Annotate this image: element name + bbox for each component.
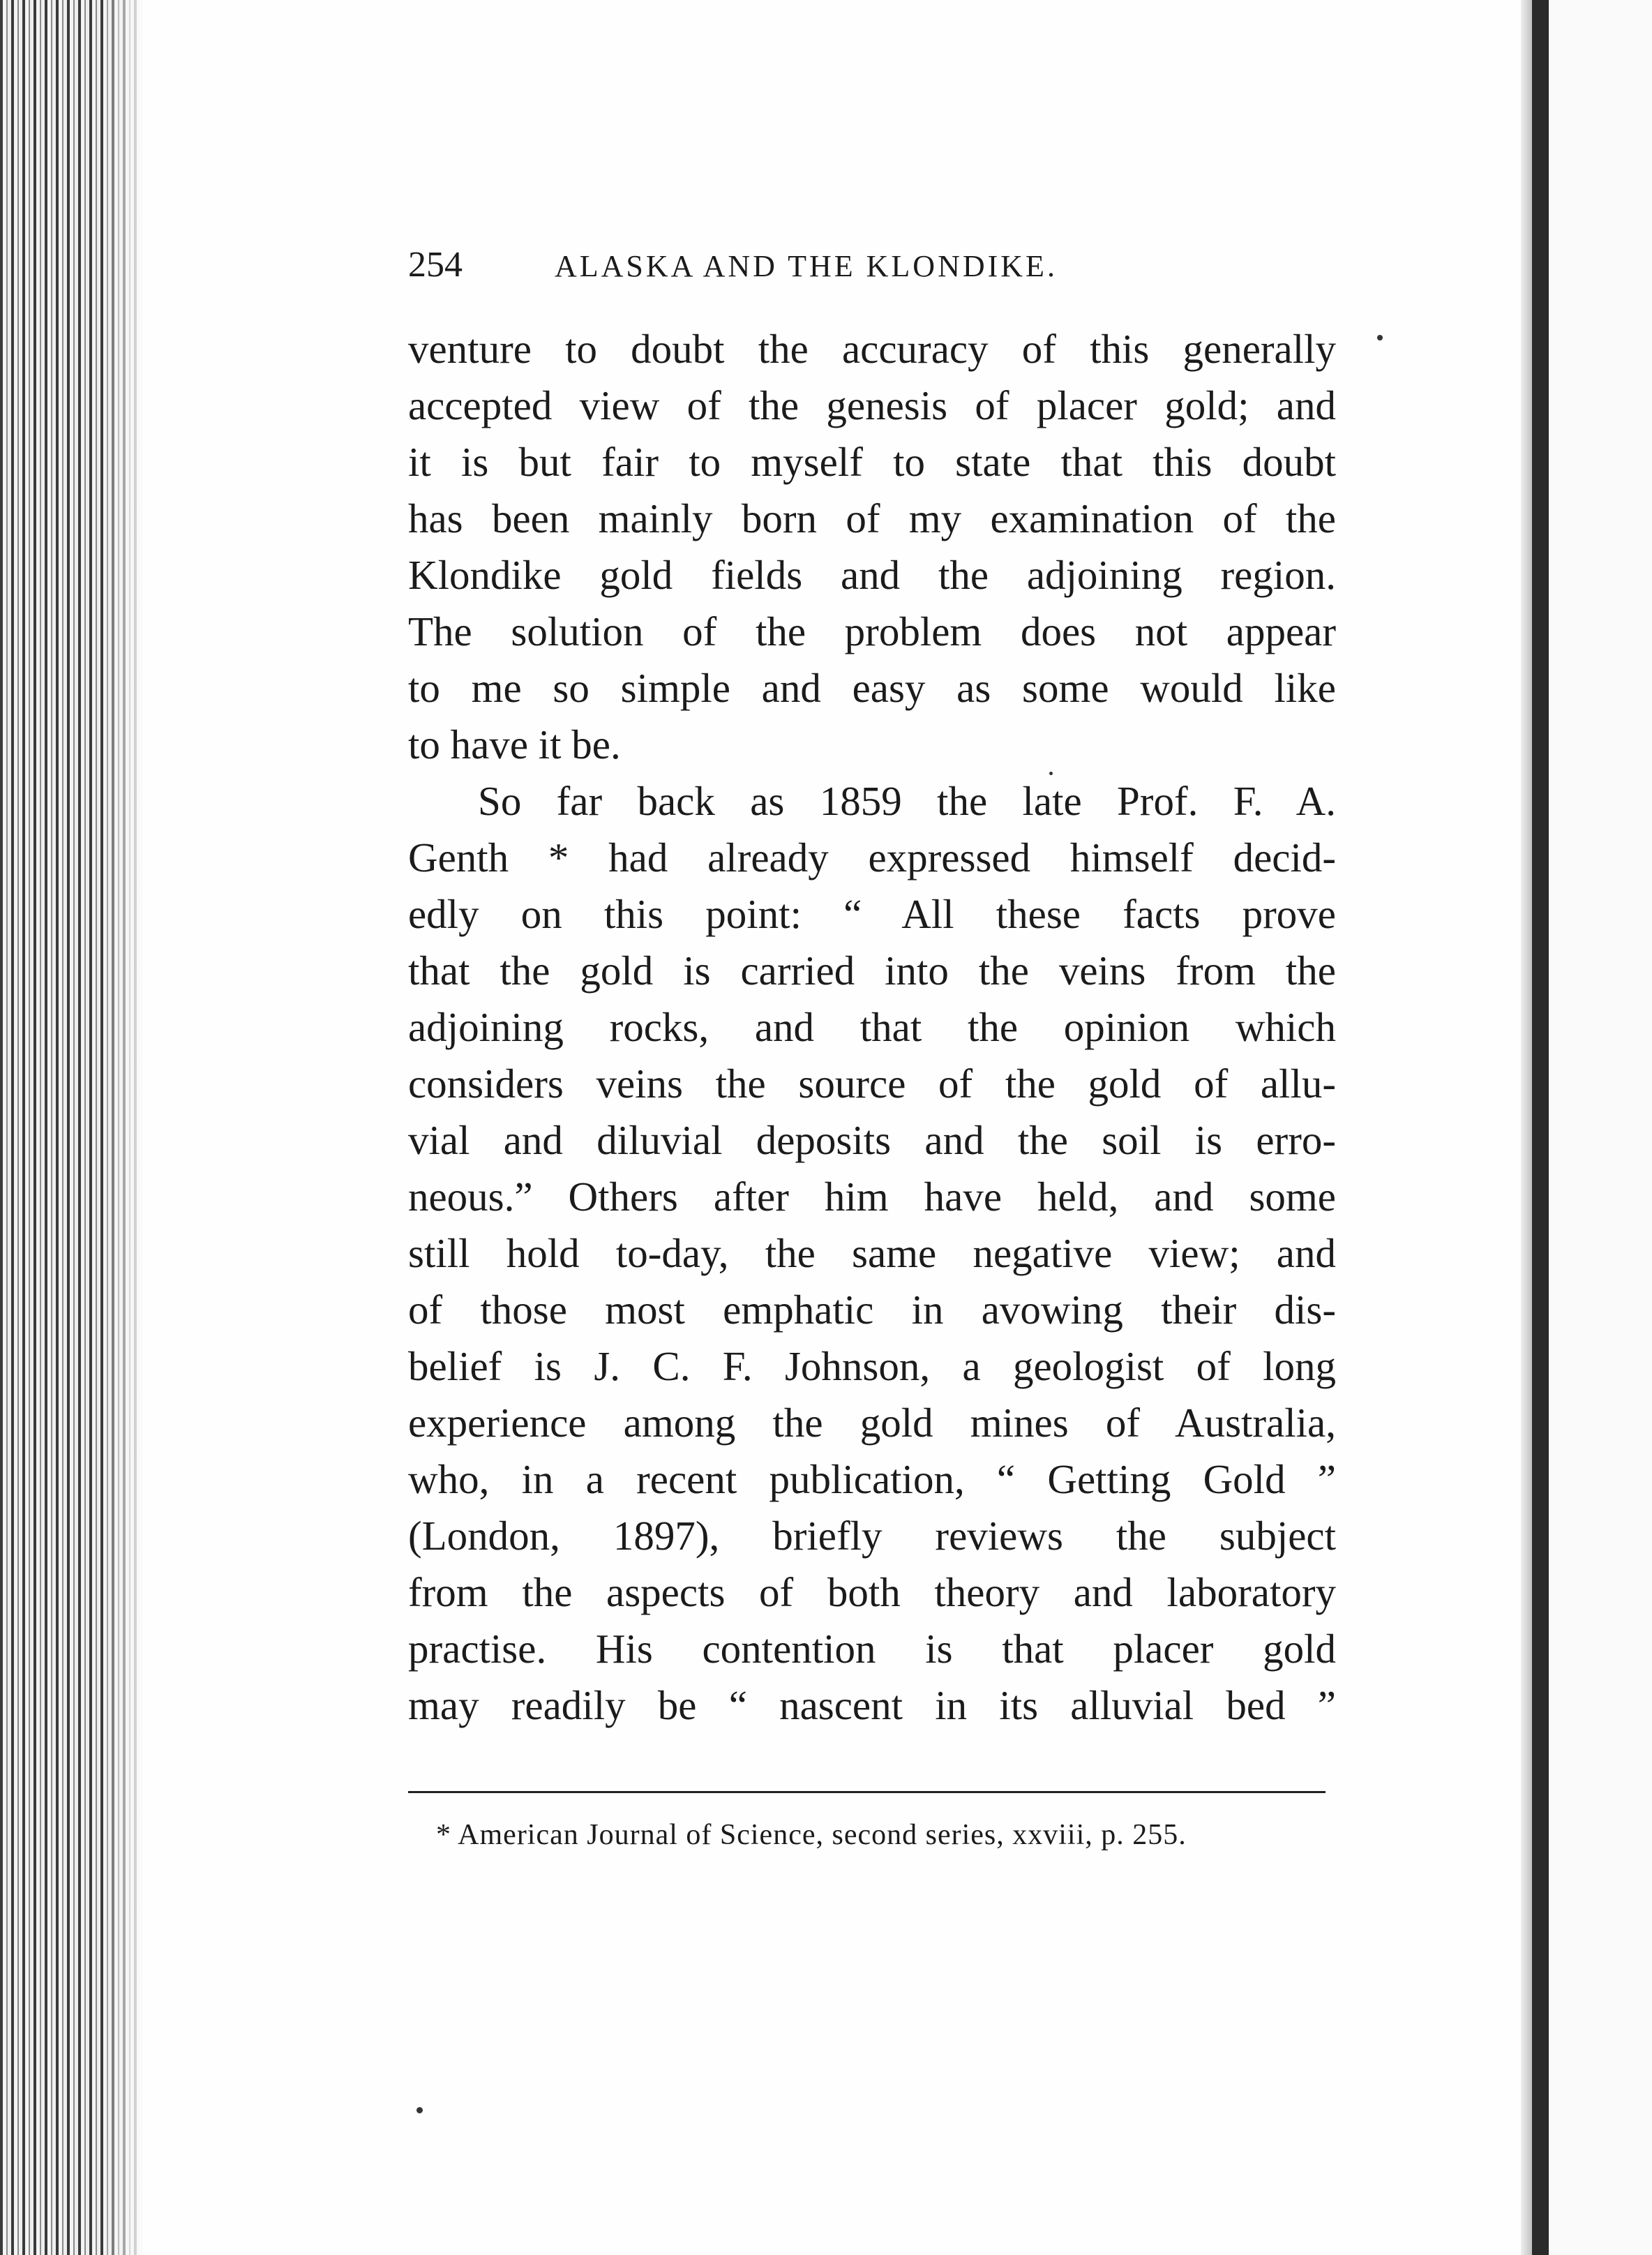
body-line: The solution of the problem does not appear bbox=[408, 608, 1336, 654]
body-line: experience among the gold mines of Australia, bbox=[408, 1400, 1336, 1446]
body-line: belief is J. C. F. Johnson, a geologist of long bbox=[408, 1343, 1336, 1389]
body-line: considers veins the source of the gold of allu- bbox=[408, 1061, 1336, 1107]
page-number: 254 bbox=[408, 245, 463, 285]
body-line: of those most emphatic in avowing their dis- bbox=[408, 1287, 1336, 1333]
text-block bbox=[408, 244, 1336, 1734]
body-text bbox=[408, 321, 1336, 1734]
body-line: from the aspects of both theory and laboratory bbox=[408, 1569, 1336, 1615]
footnote: * American Journal of Science, second series, xxviii, p. 255. bbox=[436, 1819, 1187, 1851]
body-line: to me so simple and easy as some would like bbox=[408, 665, 1336, 711]
body-line: edly on this point: “ All these facts prove bbox=[408, 891, 1336, 937]
body-line: to have it be. bbox=[408, 721, 621, 767]
body-line: practise. His contention is that placer gold bbox=[408, 1626, 1336, 1672]
running-head bbox=[408, 244, 1336, 321]
body-line: accepted view of the genesis of placer gold; and bbox=[408, 382, 1336, 428]
running-head-title: ALASKA AND THE KLONDIKE. bbox=[555, 249, 1058, 283]
body-line: that the gold is carried into the veins from the bbox=[408, 947, 1336, 994]
body-line: still hold to-day, the same negative view; and bbox=[408, 1230, 1336, 1276]
body-line: it is but fair to myself to state that this doubt bbox=[408, 439, 1336, 485]
body-line: (London, 1897), briefly reviews the subject bbox=[408, 1513, 1336, 1559]
ink-speck bbox=[416, 2107, 423, 2113]
footnote-divider bbox=[408, 1791, 1326, 1793]
book-spine bbox=[1532, 0, 1549, 2255]
body-line: neous.” Others after him have held, and some bbox=[408, 1174, 1336, 1220]
body-line: Klondike gold fields and the adjoining region. bbox=[408, 552, 1336, 598]
body-line: has been mainly born of my examination of the bbox=[408, 495, 1336, 541]
body-line: venture to doubt the accuracy of this generally bbox=[408, 326, 1336, 372]
facing-page-edge bbox=[1549, 0, 1652, 2255]
ink-speck bbox=[1377, 335, 1383, 340]
body-line: Genth * had already expressed himself decid- bbox=[408, 834, 1336, 881]
page-edges-shadow bbox=[105, 0, 147, 2255]
body-line: vial and diluvial deposits and the soil is erro- bbox=[408, 1117, 1336, 1163]
body-line: who, in a recent publication, “ Getting Gold ” bbox=[408, 1456, 1336, 1502]
body-line: So far back as 1859 the late Prof. F. A. bbox=[478, 778, 1336, 824]
body-line: may readily be “ nascent in its alluvial bed ” bbox=[408, 1682, 1336, 1728]
body-line: adjoining rocks, and that the opinion which bbox=[408, 1004, 1336, 1050]
